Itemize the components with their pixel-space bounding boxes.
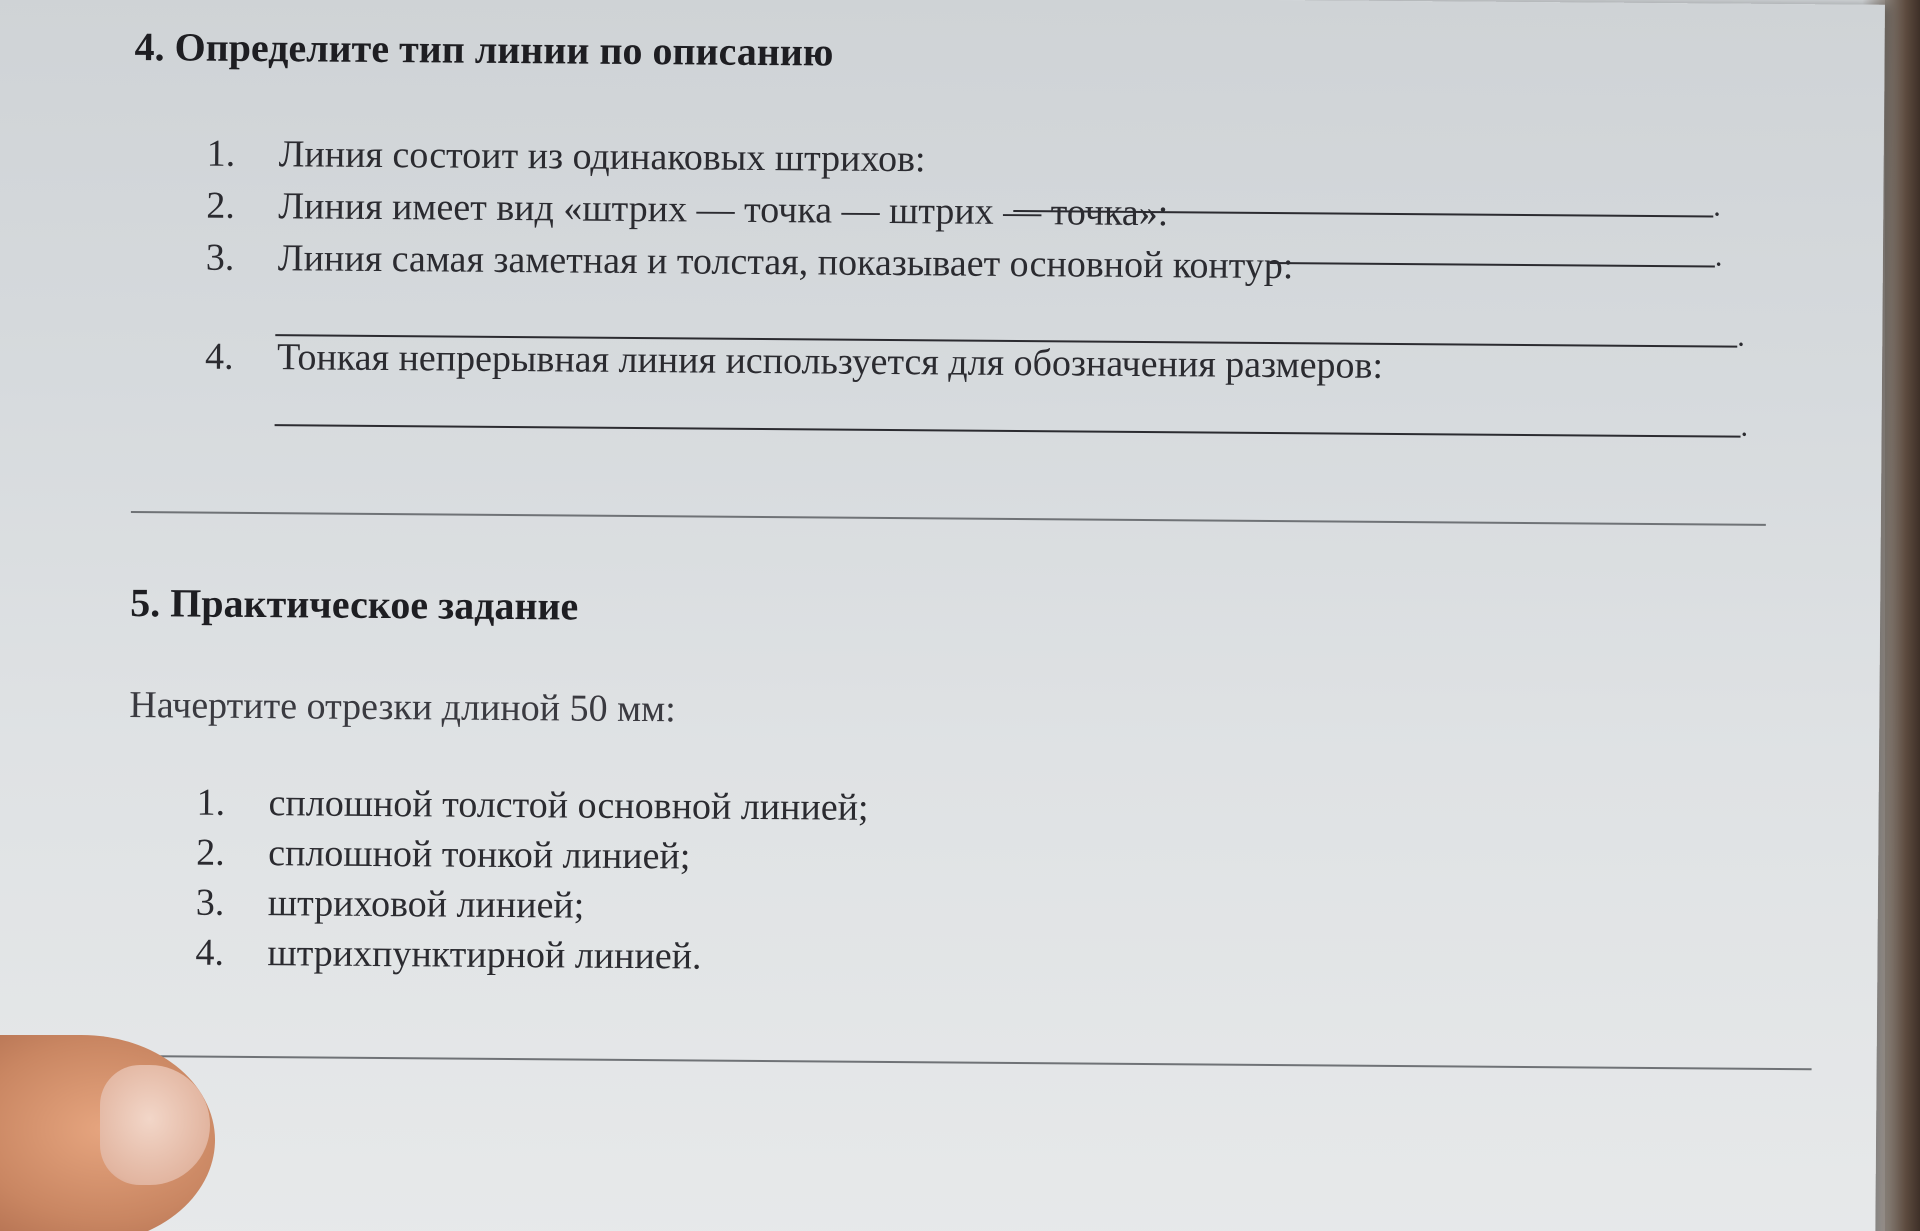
task5-item-2-number: 2.: [196, 831, 225, 874]
task4-item-4-number: 4.: [204, 335, 234, 378]
task5-item-4-text: штрихпунктирной линией.: [267, 932, 702, 978]
task5-item-1: [196, 781, 868, 830]
task5-item-3-text: штриховой линией;: [267, 882, 585, 927]
task5-item-3-number: 3.: [195, 881, 225, 924]
task5-item-1-number: 1.: [196, 781, 226, 824]
section-divider-2: [142, 1055, 1812, 1070]
task4-item-3: [206, 236, 1294, 289]
task4-item-3-text: Линия самая заметная и толстая, показывает основной контур:: [277, 237, 1294, 288]
task4-item-3-number: 3.: [205, 236, 235, 279]
task4-item-4: [205, 335, 1383, 388]
table-edge: [1885, 0, 1920, 1231]
task5-item-4: [195, 931, 701, 979]
task5-item-3: [196, 881, 585, 928]
task4-item-1: [207, 132, 926, 182]
task5-intro: Начертите отрезки длиной 50 мм:: [129, 684, 676, 731]
task5-item-2: [196, 831, 690, 879]
task5-item-4-number: 4.: [195, 931, 225, 974]
task4-item-2-number: 2.: [206, 184, 235, 227]
task4-item-4-text: Тонкая непрерывная линия используется для обозначения размеров:: [276, 336, 1384, 387]
task5-heading: 5. Практическое задание: [130, 580, 579, 629]
task4-answer-line-2[interactable]: [1270, 262, 1715, 267]
task5-item-1-text: сплошной толстой основной линией;: [268, 782, 869, 829]
task4-answer-period-3: .: [1737, 319, 1745, 353]
task4-item-2-text: Линия имеет вид «штрих — точка — штрих — точка»:: [278, 185, 1169, 235]
task4-item-2: [206, 184, 1168, 236]
task4-answer-line-4[interactable]: [275, 424, 1741, 438]
task4-answer-period-1: .: [1713, 189, 1721, 223]
task4-item-1-text: Линия состоит из одинаковых штрихов:: [278, 133, 926, 181]
task4-answer-period-2: .: [1714, 239, 1723, 273]
section-divider-1: [131, 511, 1766, 526]
task4-answer-period-4: .: [1740, 409, 1749, 443]
task5-item-2-text: сплошной тонкой линией;: [268, 832, 691, 878]
task4-item-1-number: 1.: [206, 132, 236, 175]
task4-heading: 4. Определите тип линии по описанию: [134, 24, 834, 75]
